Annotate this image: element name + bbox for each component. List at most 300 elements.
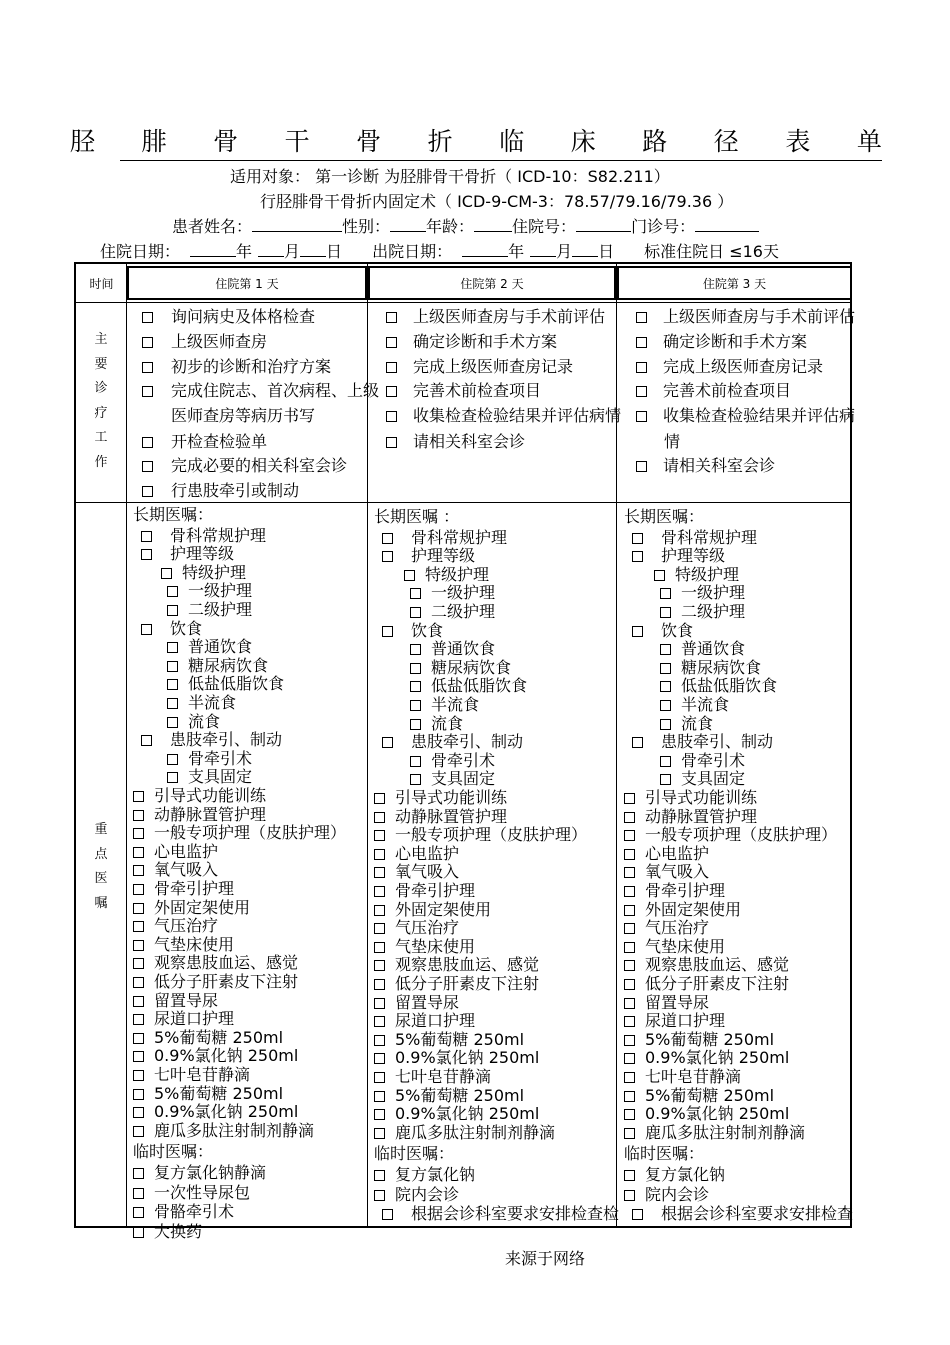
checkbox[interactable] (161, 568, 172, 579)
time-header: 时间 (89, 276, 114, 291)
item-label: 收集检查检验结果并评估病 (663, 406, 856, 425)
item-label: 确定诊断和手术方案 (663, 332, 808, 351)
checkbox[interactable] (142, 337, 153, 348)
title-char: 径 (713, 127, 739, 156)
day1-header: 住院第 1 天 (127, 266, 367, 300)
admit-date-label: 住院日期： (100, 242, 181, 261)
checkbox[interactable] (410, 681, 421, 692)
item-label: 一级护理 (431, 583, 496, 603)
checkbox[interactable] (624, 1170, 635, 1181)
checkbox[interactable] (386, 337, 397, 348)
checkbox[interactable] (660, 644, 671, 655)
checkbox[interactable] (624, 942, 635, 953)
patient-name-field[interactable] (252, 217, 342, 232)
checkbox[interactable] (632, 626, 643, 637)
item-label: 收集检查检验结果并评估病情 (413, 406, 622, 425)
checkbox[interactable] (374, 886, 385, 897)
checkbox[interactable] (167, 772, 178, 783)
checkbox[interactable] (624, 979, 635, 990)
item-label: 心电监护 (645, 843, 710, 863)
checkbox[interactable] (133, 865, 144, 876)
item-label: 请相关科室会诊 (413, 432, 526, 451)
item-label: 尿道口护理 (645, 1011, 726, 1031)
clinic-no-field[interactable] (695, 217, 759, 232)
checkbox[interactable] (632, 1209, 643, 1220)
patient-name-label: 患者姓名： (172, 217, 253, 236)
item-label: 患肢牵引、制动 (661, 732, 774, 752)
item-label: 流食 (681, 713, 714, 733)
checkbox[interactable] (382, 533, 393, 544)
item-label: 开检查检验单 (171, 432, 268, 451)
checklist-item (386, 304, 605, 327)
title-char: 骨 (213, 127, 239, 156)
item-label: 引导式功能训练 (395, 788, 508, 807)
col-divider (367, 264, 368, 1226)
item-label: 根据会诊科室要求安排检查检 (411, 1204, 620, 1224)
item-label: 一级护理 (681, 583, 746, 603)
item-label: 半流食 (681, 695, 730, 714)
item-label: 骨牵引护理 (395, 881, 476, 900)
checkbox[interactable] (167, 642, 178, 653)
day3-header: 住院第 3 天 (617, 266, 852, 300)
checkbox[interactable] (410, 756, 421, 767)
gender-field[interactable] (390, 217, 426, 232)
title-char: 临 (499, 127, 525, 156)
item-label: 低分子肝素皮下注射 (154, 972, 299, 991)
discharge-year-field[interactable] (462, 242, 508, 257)
checkbox[interactable] (410, 719, 421, 730)
checkbox[interactable] (142, 362, 153, 373)
item-label: 尿道口护理 (395, 1011, 476, 1031)
checkbox[interactable] (374, 1016, 385, 1027)
item-label: 完成必要的相关科室会诊 (171, 456, 348, 475)
title-rule (120, 160, 882, 161)
item-label: 糖尿病饮食 (431, 657, 512, 677)
checkbox[interactable] (374, 1128, 385, 1139)
checkbox[interactable] (133, 1168, 144, 1179)
item-label: 一般专项护理（皮肤护理） (154, 823, 347, 843)
item-label: 复方氯化钠 (645, 1165, 726, 1184)
year-label: 年 (236, 242, 253, 261)
item-label: 低分子肝素皮下注射 (645, 974, 790, 993)
item-label: 骨牵引术 (431, 750, 496, 770)
checkbox[interactable] (404, 570, 415, 581)
checkbox[interactable] (133, 1033, 144, 1044)
checklist-item (382, 1201, 619, 1224)
checkbox[interactable] (133, 828, 144, 839)
checkbox[interactable] (624, 849, 635, 860)
item-label: 外固定架使用 (395, 899, 492, 919)
admit-day-field[interactable] (300, 242, 326, 257)
checkbox[interactable] (133, 1126, 144, 1137)
item-label: 患肢牵引、制动 (411, 732, 524, 752)
long-term-orders-label (133, 502, 213, 525)
item-label: 观察患肢血运、感觉 (645, 955, 790, 975)
checkbox[interactable] (374, 923, 385, 934)
checkbox[interactable] (133, 977, 144, 988)
checkbox[interactable] (374, 812, 385, 823)
item-label: 动静脉置管护理 (154, 804, 267, 824)
item-label: 支具固定 (681, 769, 746, 789)
section-label-char: 主 (94, 332, 108, 347)
item-label: 护理等级 (170, 544, 235, 564)
checkbox[interactable] (141, 549, 152, 560)
item-label: 外固定架使用 (645, 899, 742, 919)
checkbox[interactable] (386, 437, 397, 448)
checkbox[interactable] (410, 607, 421, 618)
item-label: 行患肢牵引或制动 (171, 481, 300, 500)
item-label: 0.9%氯化钠 250ml (395, 1048, 540, 1068)
checklist-item (664, 429, 680, 452)
item-label: 普通饮食 (431, 639, 496, 659)
checkbox[interactable] (660, 588, 671, 599)
checkbox[interactable] (410, 700, 421, 711)
day-label: 日 (326, 242, 343, 261)
checkbox[interactable] (142, 461, 153, 472)
checkbox[interactable] (636, 411, 647, 422)
item-label: 0.9%氯化钠 250ml (645, 1104, 790, 1124)
age-field[interactable] (474, 217, 512, 232)
item-label: 流食 (188, 711, 221, 731)
checkbox[interactable] (374, 849, 385, 860)
checkbox[interactable] (374, 1190, 385, 1201)
checkbox[interactable] (386, 362, 397, 373)
item-label: 临时医嘱： (133, 1142, 214, 1162)
item-label: 完成上级医师查房记录 (663, 357, 824, 376)
checkbox[interactable] (167, 679, 178, 690)
item-label: 5%葡萄糖 250ml (645, 1029, 775, 1049)
checkbox[interactable] (632, 737, 643, 748)
checkbox[interactable] (660, 719, 671, 730)
checklist-item (133, 1118, 314, 1141)
checklist-item (142, 429, 267, 452)
checkbox[interactable] (660, 663, 671, 674)
checklist-item (386, 378, 541, 401)
checkbox[interactable] (374, 905, 385, 916)
discharge-day-field[interactable] (572, 242, 598, 257)
item-label: 复方氯化钠 (395, 1165, 476, 1184)
checkbox[interactable] (133, 1207, 144, 1218)
item-label: 低分子肝素皮下注射 (395, 974, 540, 993)
checkbox[interactable] (624, 830, 635, 841)
item-label: 留置导尿 (154, 990, 219, 1010)
checkbox[interactable] (141, 531, 152, 542)
checkbox[interactable] (374, 830, 385, 841)
checkbox[interactable] (382, 551, 393, 562)
title-char: 路 (642, 127, 668, 156)
checkbox[interactable] (386, 411, 397, 422)
checkbox[interactable] (133, 996, 144, 1007)
main-work-label (76, 328, 126, 476)
item-label: 骨牵引术 (188, 748, 253, 768)
checkbox[interactable] (133, 921, 144, 932)
checkbox[interactable] (660, 756, 671, 767)
checkbox[interactable] (386, 386, 397, 397)
item-label: 气压治疗 (154, 916, 219, 936)
checkbox[interactable] (624, 1053, 635, 1064)
item-label: 留置导尿 (395, 992, 460, 1012)
item-label: 长期医嘱： (133, 505, 214, 524)
item-label: 询问病史及体格检查 (171, 307, 316, 326)
standard-stay: 标准住院日 ≤16天 (644, 242, 779, 261)
temporary-orders-label (374, 1141, 454, 1164)
checkbox[interactable] (167, 586, 178, 597)
checkbox[interactable] (133, 940, 144, 951)
month-label: 月 (556, 242, 573, 261)
item-label: 一级护理 (188, 581, 253, 601)
item-label: 骨科常规护理 (170, 525, 267, 545)
checkbox[interactable] (142, 312, 153, 323)
checkbox[interactable] (374, 1035, 385, 1046)
long-term-orders-label (624, 504, 704, 527)
checkbox[interactable] (374, 1053, 385, 1064)
checkbox[interactable] (636, 312, 647, 323)
key-orders-label (76, 818, 126, 916)
discharge-month-field[interactable] (530, 242, 556, 257)
item-label: 特级护理 (675, 564, 740, 584)
item-label: 上级医师查房与手术前评估 (413, 307, 606, 326)
checkbox[interactable] (141, 624, 152, 635)
checklist-item (142, 453, 347, 476)
checkbox[interactable] (624, 960, 635, 971)
checkbox[interactable] (624, 1190, 635, 1201)
checkbox[interactable] (624, 1109, 635, 1120)
checkbox[interactable] (167, 754, 178, 765)
item-label: 请相关科室会诊 (663, 456, 776, 475)
item-label: 氧气吸入 (154, 860, 219, 880)
item-label: 0.9%氯化钠 250ml (154, 1102, 299, 1122)
checkbox[interactable] (133, 810, 144, 821)
item-label: 初步的诊断和治疗方案 (171, 357, 332, 376)
checkbox[interactable] (133, 1051, 144, 1062)
checkbox[interactable] (133, 791, 144, 802)
checkbox[interactable] (167, 661, 178, 672)
item-label: 大换药 (154, 1221, 203, 1241)
checklist-item (171, 403, 315, 426)
item-label: 气压治疗 (645, 918, 710, 938)
checkbox[interactable] (624, 998, 635, 1009)
checkbox[interactable] (133, 1014, 144, 1025)
checkbox[interactable] (636, 386, 647, 397)
applicable-target-line: 适用对象： 第一诊断 为胫腓骨干骨折（ ICD-10：S82.211） (230, 167, 670, 186)
item-label: 情 (664, 432, 681, 451)
checkbox[interactable] (624, 1128, 635, 1139)
checkbox[interactable] (133, 1227, 144, 1238)
checkbox[interactable] (374, 1170, 385, 1181)
item-label: 鹿瓜多肽注射制剂静滴 (645, 1122, 806, 1142)
checkbox[interactable] (382, 737, 393, 748)
checkbox[interactable] (133, 1107, 144, 1118)
month-label: 月 (284, 242, 301, 261)
checkbox[interactable] (410, 774, 421, 785)
item-label: 0.9%氯化钠 250ml (645, 1048, 790, 1068)
checkbox[interactable] (142, 486, 153, 497)
title-char: 腓 (141, 127, 167, 156)
procedure-line: 行胫腓骨干骨折内固定术（ ICD-9-CM-3：78.57/79.16/79.36 ） (260, 192, 734, 211)
item-label: 二级护理 (681, 602, 746, 621)
item-label: 一般专项护理（皮肤护理） (645, 825, 838, 845)
checkbox[interactable] (660, 774, 671, 785)
checkbox[interactable] (654, 570, 665, 581)
checkbox[interactable] (624, 886, 635, 897)
checkbox[interactable] (624, 1035, 635, 1046)
item-label: 观察患肢血运、感觉 (395, 955, 540, 975)
admit-year-field[interactable] (190, 242, 236, 257)
checkbox[interactable] (167, 698, 178, 709)
item-label: 长期医嘱： (624, 507, 705, 526)
item-label: 半流食 (188, 693, 237, 712)
section-label-char: 诊 (94, 381, 108, 397)
checkbox[interactable] (133, 847, 144, 858)
checkbox[interactable] (374, 793, 385, 804)
item-label: 动静脉置管护理 (645, 806, 758, 826)
item-label: 根据会诊科室要求安排检查 (661, 1204, 854, 1224)
checkbox[interactable] (636, 337, 647, 348)
item-label: 鹿瓜多肽注射制剂静滴 (395, 1122, 556, 1142)
checkbox[interactable] (374, 998, 385, 1009)
title-char: 折 (427, 127, 453, 156)
checkbox[interactable] (636, 461, 647, 472)
item-label: 引导式功能训练 (154, 786, 267, 805)
item-label: 骨牵引护理 (645, 881, 726, 900)
checkbox[interactable] (167, 717, 178, 728)
checkbox[interactable] (374, 942, 385, 953)
checklist-item (386, 429, 525, 452)
checkbox[interactable] (374, 1109, 385, 1120)
checkbox[interactable] (382, 1209, 393, 1220)
checkbox[interactable] (133, 958, 144, 969)
item-label: 低盐低脂饮食 (681, 676, 778, 696)
checkbox[interactable] (133, 903, 144, 914)
item-label: 医师查房等病历书写 (171, 406, 316, 425)
item-label: 0.9%氯化钠 250ml (395, 1104, 540, 1124)
checkbox[interactable] (624, 1072, 635, 1083)
checklist-item (636, 354, 823, 377)
checkbox[interactable] (167, 605, 178, 616)
checkbox[interactable] (624, 905, 635, 916)
checkbox[interactable] (410, 588, 421, 599)
admission-no-field[interactable] (576, 217, 631, 232)
item-label: 5%葡萄糖 250ml (154, 1083, 284, 1103)
checkbox[interactable] (410, 644, 421, 655)
admission-no-label: 住院号： (512, 217, 577, 236)
day2-header: 住院第 2 天 (368, 266, 616, 300)
title-char: 床 (570, 127, 596, 156)
item-label: 引导式功能训练 (645, 788, 758, 807)
checkbox[interactable] (374, 1091, 385, 1102)
checkbox[interactable] (142, 437, 153, 448)
item-label: 护理等级 (411, 546, 476, 566)
item-label: 患肢牵引、制动 (170, 730, 283, 750)
section-label-char: 工 (94, 430, 108, 446)
item-label: 5%葡萄糖 250ml (645, 1085, 775, 1105)
section-label-char: 点 (94, 846, 108, 862)
item-label: 鹿瓜多肽注射制剂静滴 (154, 1120, 315, 1140)
item-label: 气压治疗 (395, 918, 460, 938)
checkbox[interactable] (624, 793, 635, 804)
item-label: 糖尿病饮食 (188, 655, 269, 675)
item-label: 二级护理 (431, 602, 496, 621)
checkbox[interactable] (386, 312, 397, 323)
year-label: 年 (508, 242, 525, 261)
checkbox[interactable] (133, 1089, 144, 1100)
item-label: 二级护理 (188, 600, 253, 619)
checkbox[interactable] (624, 1091, 635, 1102)
item-label: 院内会诊 (395, 1184, 460, 1204)
checkbox[interactable] (382, 626, 393, 637)
checkbox[interactable] (624, 812, 635, 823)
checkbox[interactable] (624, 867, 635, 878)
temporary-orders-label (133, 1139, 213, 1162)
checklist-item (386, 329, 557, 352)
item-label: 5%葡萄糖 250ml (395, 1085, 525, 1105)
checklist-item (142, 304, 315, 327)
checkbox[interactable] (374, 960, 385, 971)
checkbox[interactable] (636, 362, 647, 373)
checklist-item (142, 354, 331, 377)
item-label: 气垫床使用 (154, 934, 235, 954)
checkbox[interactable] (624, 1016, 635, 1027)
checkbox[interactable] (133, 884, 144, 895)
checkbox[interactable] (660, 607, 671, 618)
checkbox[interactable] (141, 735, 152, 746)
item-label: 院内会诊 (645, 1184, 710, 1204)
patient-info-line (172, 214, 759, 237)
checklist-item (632, 1201, 853, 1224)
item-label: 动静脉置管护理 (395, 806, 508, 826)
clinic-no-label: 门诊号： (631, 217, 696, 236)
checkbox[interactable] (133, 1188, 144, 1199)
checklist-item (624, 1120, 805, 1143)
checkbox[interactable] (410, 663, 421, 674)
checkbox[interactable] (632, 551, 643, 562)
section-label-char: 作 (94, 454, 108, 470)
item-label: 支具固定 (188, 767, 253, 787)
item-label: 氧气吸入 (645, 862, 710, 882)
item-label: 长期医嘱 ： (374, 507, 460, 526)
checklist-item (142, 478, 299, 501)
checkbox[interactable] (374, 867, 385, 878)
item-label: 低盐低脂饮食 (188, 674, 285, 694)
item-label: 饮食 (170, 618, 203, 638)
item-label: 气垫床使用 (645, 936, 726, 956)
title-char: 单 (856, 127, 882, 156)
item-label: 观察患肢血运、感觉 (154, 953, 299, 973)
item-label: 饮食 (661, 620, 694, 640)
checkbox[interactable] (374, 979, 385, 990)
admit-month-field[interactable] (258, 242, 284, 257)
age-label: 年龄： (426, 217, 475, 236)
checkbox[interactable] (660, 681, 671, 692)
checklist-item (636, 403, 855, 426)
section-label-char: 医 (94, 871, 108, 887)
item-label: 0.9%氯化钠 250ml (154, 1046, 299, 1066)
section-label-char: 疗 (94, 405, 108, 421)
item-label: 上级医师查房与手术前评估 (663, 307, 856, 326)
checkbox[interactable] (624, 923, 635, 934)
item-label: 半流食 (431, 695, 480, 714)
checkbox[interactable] (632, 533, 643, 544)
checklist-item (636, 453, 775, 476)
checkbox[interactable] (660, 700, 671, 711)
checkbox[interactable] (133, 1070, 144, 1081)
checkbox[interactable] (142, 386, 153, 397)
checkbox[interactable] (374, 1072, 385, 1083)
item-label: 临时医嘱： (624, 1144, 705, 1164)
item-label: 骨牵引术 (681, 750, 746, 770)
item-label: 氧气吸入 (395, 862, 460, 882)
item-label: 5%葡萄糖 250ml (395, 1029, 525, 1049)
